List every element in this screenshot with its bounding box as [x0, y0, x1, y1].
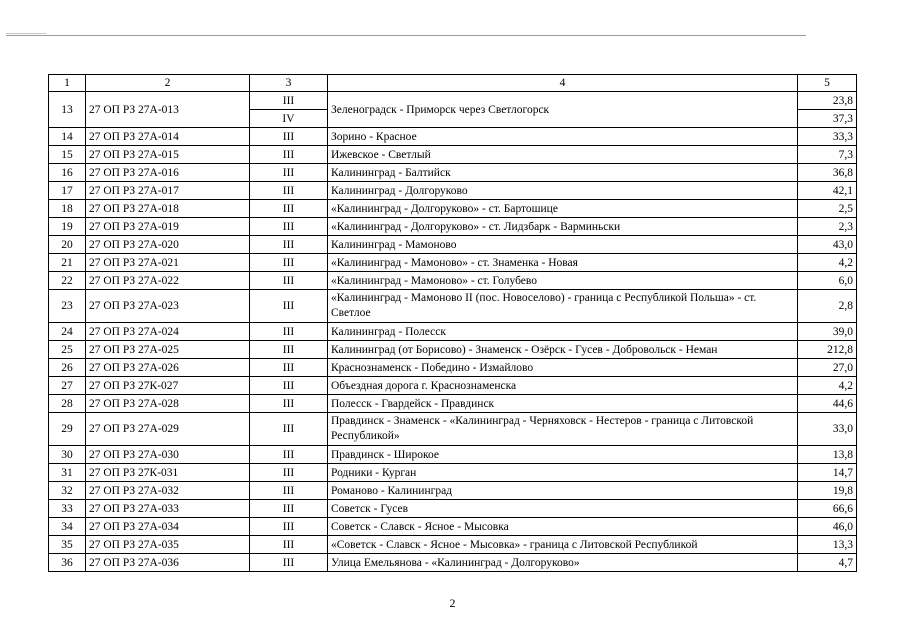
- table-row: [49, 92, 857, 110]
- row-number: 25: [49, 341, 86, 359]
- road-name: Советск - Гусев: [328, 500, 798, 518]
- road-length: 42,1: [798, 182, 857, 200]
- table-row: [49, 164, 857, 182]
- row-number: 24: [49, 323, 86, 341]
- road-code: 27 ОП РЗ 27А-030: [86, 446, 250, 464]
- road-length: 2,8: [798, 290, 857, 323]
- road-code: 27 ОП РЗ 27А-036: [86, 554, 250, 572]
- table-row: [49, 323, 857, 341]
- road-length: 4,2: [798, 254, 857, 272]
- header-cell-length: 5: [798, 75, 857, 92]
- road-name: «Советск - Славск - Ясное - Мысовка» - граница с Литовской Республикой: [328, 536, 798, 554]
- road-code: 27 ОП РЗ 27А-020: [86, 236, 250, 254]
- road-length: 27,0: [798, 359, 857, 377]
- road-name: Ижевское - Светлый: [328, 146, 798, 164]
- road-code: 27 ОП РЗ 27А-028: [86, 395, 250, 413]
- road-length: 2,5: [798, 200, 857, 218]
- table-row: [49, 218, 857, 236]
- road-category: III: [250, 377, 328, 395]
- road-category: III: [250, 395, 328, 413]
- road-code: 27 ОП РЗ 27А-025: [86, 341, 250, 359]
- road-code: 27 ОП РЗ 27А-021: [86, 254, 250, 272]
- table-row: [49, 182, 857, 200]
- row-number: 17: [49, 182, 86, 200]
- road-category: III: [250, 446, 328, 464]
- road-category: IV: [250, 110, 328, 128]
- road-length: 33,3: [798, 128, 857, 146]
- road-category: III: [250, 290, 328, 323]
- road-length: 2,3: [798, 218, 857, 236]
- row-number: 22: [49, 272, 86, 290]
- road-length: 19,8: [798, 482, 857, 500]
- road-name: Правдинск - Знаменск - «Калининград - Черняховск - Нестеров - граница с Литовской Республикой»: [328, 413, 798, 446]
- road-code: 27 ОП РЗ 27А-024: [86, 323, 250, 341]
- road-name: «Калининград - Долгоруково» - ст. Лидзбарк - Варминьски: [328, 218, 798, 236]
- road-code: 27 ОП РЗ 27А-026: [86, 359, 250, 377]
- row-number: 32: [49, 482, 86, 500]
- table-row: [49, 500, 857, 518]
- road-name: Романово - Калининград: [328, 482, 798, 500]
- road-length: 7,3: [798, 146, 857, 164]
- road-length: 33,0: [798, 413, 857, 446]
- row-number: 26: [49, 359, 86, 377]
- road-category: III: [250, 92, 328, 110]
- road-name: «Калининград - Мамоново» - ст. Голубево: [328, 272, 798, 290]
- scan-top-rule-short: [6, 33, 46, 34]
- road-category: III: [250, 272, 328, 290]
- table-row: [49, 146, 857, 164]
- road-category: III: [250, 359, 328, 377]
- table-row: [49, 254, 857, 272]
- road-category: III: [250, 500, 328, 518]
- road-category: III: [250, 464, 328, 482]
- road-name: Родники - Курган: [328, 464, 798, 482]
- table-header-row: [49, 75, 857, 92]
- road-name: Зеленоградск - Приморск через Светлогорск: [328, 92, 798, 128]
- row-number: 19: [49, 218, 86, 236]
- table-row: [49, 518, 857, 536]
- road-code: 27 ОП РЗ 27А-019: [86, 218, 250, 236]
- row-number: 13: [49, 92, 86, 128]
- road-name: Улица Емельянова - «Калининград - Долгоруково»: [328, 554, 798, 572]
- road-length: 212,8: [798, 341, 857, 359]
- table-row: [49, 359, 857, 377]
- row-number: 35: [49, 536, 86, 554]
- road-code: 27 ОП РЗ 27А-023: [86, 290, 250, 323]
- road-name: «Калининград - Долгоруково» - ст. Бартошице: [328, 200, 798, 218]
- road-name: Краснознаменск - Победино - Измайлово: [328, 359, 798, 377]
- road-name: «Калининград - Мамоново II (пос. Новоселово) - граница с Республикой Польша» - ст. Светлое: [328, 290, 798, 323]
- road-length: 4,7: [798, 554, 857, 572]
- road-code: 27 ОП РЗ 27А-029: [86, 413, 250, 446]
- road-length: 14,7: [798, 464, 857, 482]
- road-category: III: [250, 341, 328, 359]
- road-category: III: [250, 518, 328, 536]
- road-length: 6,0: [798, 272, 857, 290]
- road-code: 27 ОП РЗ 27А-015: [86, 146, 250, 164]
- header-cell-category: 3: [250, 75, 328, 92]
- road-code: 27 ОП РЗ 27А-014: [86, 128, 250, 146]
- road-name: Калининград - Полесск: [328, 323, 798, 341]
- road-code: 27 ОП РЗ 27К-027: [86, 377, 250, 395]
- row-number: 21: [49, 254, 86, 272]
- road-length: 13,8: [798, 446, 857, 464]
- road-category: III: [250, 128, 328, 146]
- road-length: 36,8: [798, 164, 857, 182]
- row-number: 33: [49, 500, 86, 518]
- road-name: Объездная дорога г. Краснознаменска: [328, 377, 798, 395]
- road-length: 4,2: [798, 377, 857, 395]
- row-number: 16: [49, 164, 86, 182]
- road-category: III: [250, 146, 328, 164]
- road-code: 27 ОП РЗ 27А-018: [86, 200, 250, 218]
- road-category: III: [250, 536, 328, 554]
- header-cell-num: 1: [49, 75, 86, 92]
- road-category: III: [250, 413, 328, 446]
- road-category: III: [250, 200, 328, 218]
- road-name: Калининград - Долгоруково: [328, 182, 798, 200]
- road-code: 27 ОП РЗ 27А-035: [86, 536, 250, 554]
- row-number: 31: [49, 464, 86, 482]
- road-category: III: [250, 182, 328, 200]
- scan-top-rule: [6, 35, 806, 36]
- road-code: 27 ОП РЗ 27А-017: [86, 182, 250, 200]
- row-number: 34: [49, 518, 86, 536]
- table-row: [49, 482, 857, 500]
- road-name: Полесск - Гвардейск - Правдинск: [328, 395, 798, 413]
- row-number: 27: [49, 377, 86, 395]
- table-row: [49, 236, 857, 254]
- table-row: [49, 536, 857, 554]
- row-number: 23: [49, 290, 86, 323]
- road-code: 27 ОП РЗ 27А-016: [86, 164, 250, 182]
- row-number: 18: [49, 200, 86, 218]
- table-row: [49, 290, 857, 323]
- road-length: 44,6: [798, 395, 857, 413]
- road-category: III: [250, 164, 328, 182]
- table-row: [49, 272, 857, 290]
- road-category: III: [250, 323, 328, 341]
- road-code: 27 ОП РЗ 27А-022: [86, 272, 250, 290]
- table-row: [49, 554, 857, 572]
- road-name: «Калининград - Мамоново» - ст. Знаменка - Новая: [328, 254, 798, 272]
- table-row: [49, 128, 857, 146]
- table-row: [49, 341, 857, 359]
- road-length: 46,0: [798, 518, 857, 536]
- road-category: III: [250, 254, 328, 272]
- road-code: 27 ОП РЗ 27А-033: [86, 500, 250, 518]
- road-name: Зорино - Красное: [328, 128, 798, 146]
- road-category: III: [250, 554, 328, 572]
- table-row: [49, 200, 857, 218]
- road-name: Советск - Славск - Ясное - Мысовка: [328, 518, 798, 536]
- road-name: Калининград - Балтийск: [328, 164, 798, 182]
- row-number: 36: [49, 554, 86, 572]
- road-code: 27 ОП РЗ 27А-032: [86, 482, 250, 500]
- road-name: Правдинск - Широкое: [328, 446, 798, 464]
- roads-table: [48, 74, 857, 572]
- road-length: 37,3: [798, 110, 857, 128]
- row-number: 20: [49, 236, 86, 254]
- road-length: 23,8: [798, 92, 857, 110]
- table-row: [49, 413, 857, 446]
- row-number: 15: [49, 146, 86, 164]
- row-number: 28: [49, 395, 86, 413]
- table-row: [49, 464, 857, 482]
- road-length: 39,0: [798, 323, 857, 341]
- road-category: III: [250, 482, 328, 500]
- row-number: 14: [49, 128, 86, 146]
- row-number: 30: [49, 446, 86, 464]
- road-code: 27 ОП РЗ 27А-034: [86, 518, 250, 536]
- road-name: Калининград - Мамоново: [328, 236, 798, 254]
- road-code: 27 ОП РЗ 27А-013: [86, 92, 250, 128]
- header-cell-code: 2: [86, 75, 250, 92]
- table-row: [49, 446, 857, 464]
- road-code: 27 ОП РЗ 27К-031: [86, 464, 250, 482]
- road-length: 66,6: [798, 500, 857, 518]
- header-cell-name: 4: [328, 75, 798, 92]
- row-number: 29: [49, 413, 86, 446]
- table-row: [49, 377, 857, 395]
- table-row: [49, 395, 857, 413]
- road-category: III: [250, 236, 328, 254]
- road-length: 13,3: [798, 536, 857, 554]
- page-number: 2: [449, 596, 456, 610]
- road-category: III: [250, 218, 328, 236]
- road-length: 43,0: [798, 236, 857, 254]
- road-name: Калининград (от Борисово) - Знаменск - Озёрск - Гусев - Добровольск - Неман: [328, 341, 798, 359]
